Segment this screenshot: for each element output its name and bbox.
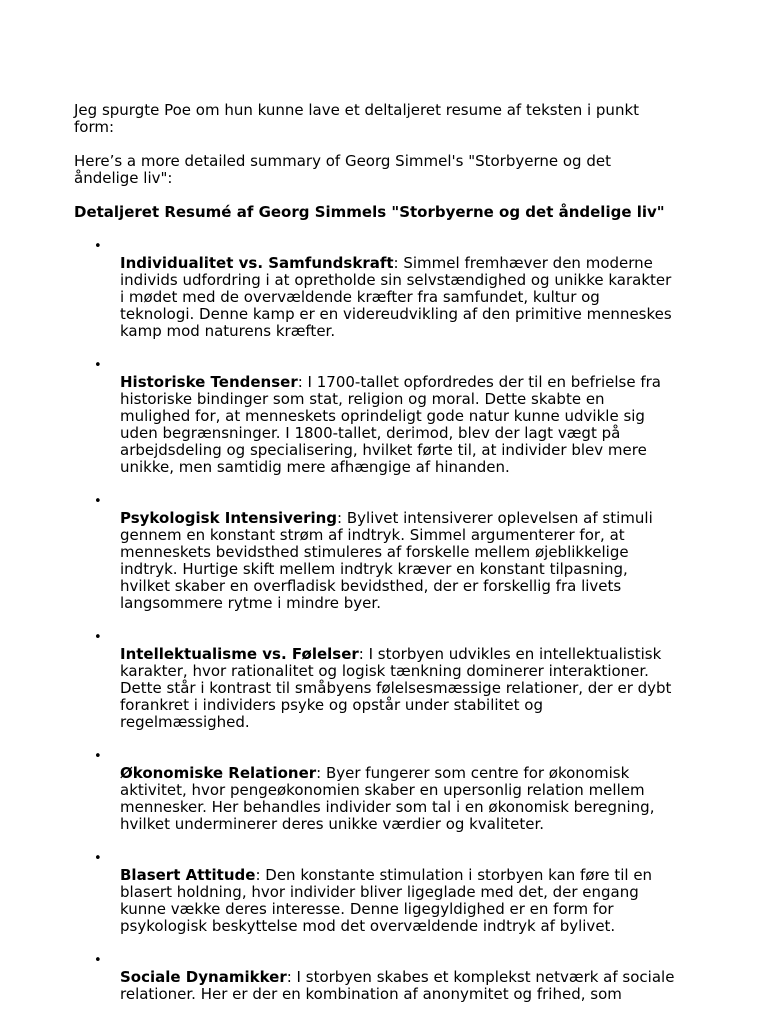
item-text: : Simmel fremhæver den moderne individs udfordring i at opretholde sin selvstændighed og unikke karakter i mødet med de overvældende kræfter fra samfundet, kultur og teknologi. Denne kamp er en videreudvikling af den primitive menneskes kamp mod naturens kræfter. [120, 254, 672, 340]
bullet-icon: • [94, 953, 102, 968]
bullet-icon: • [94, 851, 102, 866]
item-term: Individualitet vs. Samfundskraft [120, 254, 394, 272]
bullet-icon: • [94, 239, 102, 254]
bullet-icon: • [94, 358, 102, 373]
bullet-icon: • [94, 494, 102, 509]
item-text: : I 1700-tallet opfordredes der til en befrielse fra historiske bindinger som stat, religion og moral. Dette skabte en mulighed for, at menneskets oprindeligt gode natur kunne udvikle sig uden begrænsninger. I 1800-tallet, derimod, blev der lagt vægt på arbejdsdeling og specialisering, hvilket førte til, at individer blev mere unikke, men samtidig mere afhængige af hinanden. [120, 373, 661, 476]
item-text: : Bylivet intensiverer oplevelsen af stimuli gennem en konstant strøm af indtryk. Simmel argumenterer for, at menneskets bevidsthed stimuleres af forskelle mellem øjeblikkelige indtryk. Hurtige skift mellem indtryk kræver en konstant tilpasning, hvilket skaber en overfladisk bevidsthed, der er forskellig fra livets langsommere rytme i mindre byer. [120, 509, 653, 612]
list-item [74, 357, 714, 476]
lead-paragraph: Here’s a more detailed summary of Georg Simmel's "Storbyerne og det åndelige liv": [74, 152, 611, 187]
list-item [74, 238, 714, 340]
bullet-icon: • [94, 630, 102, 645]
item-term: Økonomiske Relationer [120, 764, 317, 782]
item-term: Intellektualisme vs. Følelser [120, 645, 359, 663]
item-term: Historiske Tendenser [120, 373, 298, 391]
list-item [74, 629, 714, 731]
list-item [74, 748, 714, 833]
item-text: : Byer fungerer som centre for økonomisk aktivitet, hvor pengeøkonomien skaber en upersonlig relation mellem mennesker. Her behandles individer som tal i en økonomisk beregning, hvilket underminerer deres unikke værdier og kvaliteter. [120, 764, 655, 833]
item-text: : Den konstante stimulation i storbyen kan føre til en blasert holdning, hvor individer bliver ligeglade med det, der engang kunne vække deres interesse. Denne ligegyldighed er en form for psykologisk beskyttelse mod det overvældende indtryk af bylivet. [120, 866, 653, 935]
item-term: Blasert Attitude [120, 866, 256, 884]
item-term: Psykologisk Intensivering [120, 509, 338, 527]
item-term: Sociale Dynamikker [120, 968, 287, 986]
intro-paragraph: Jeg spurgte Poe om hun kunne lave et deltaljeret resume af teksten i punkt form: [74, 101, 640, 136]
list-item [74, 850, 714, 935]
list-item [74, 493, 714, 612]
item-text: : I storbyen udvikles en intellektualistisk karakter, hvor rationalitet og logisk tænkning dominerer interaktioner. Dette står i kontrast til småbyens følelsesmæssige relationer, der er dybt forankret i individers psyke og opstår under stabilitet og regelmæssighed. [120, 645, 672, 731]
document-page [74, 102, 714, 1020]
bullet-icon: • [94, 749, 102, 764]
item-text: : I storbyen skabes et komplekst netværk af sociale relationer. Her er der en kombination af anonymitet og frihed, som [120, 968, 675, 1003]
summary-list [74, 238, 714, 1003]
list-item [74, 952, 714, 1003]
summary-heading: Detaljeret Resumé af Georg Simmels "Storbyerne og det åndelige liv" [74, 203, 665, 221]
